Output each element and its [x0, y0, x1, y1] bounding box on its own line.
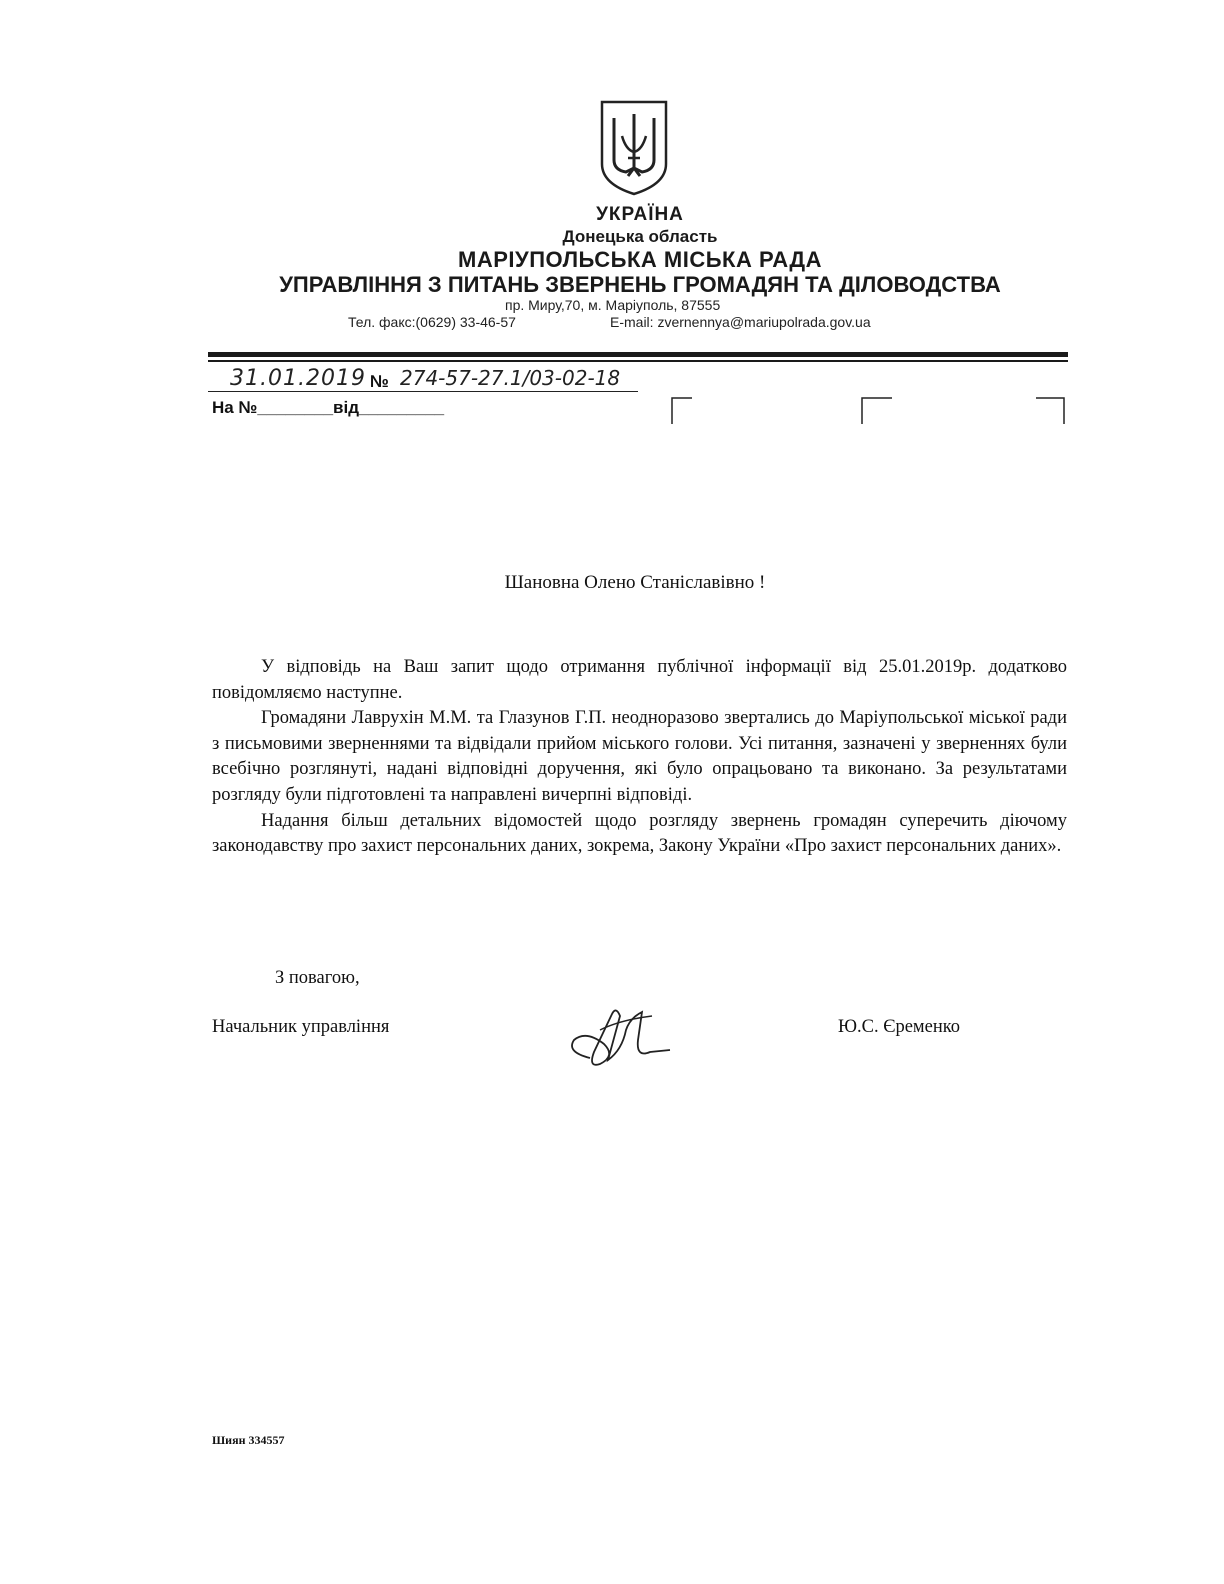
header-council: МАРІУПОЛЬСЬКА МІСЬКА РАДА [458, 247, 822, 272]
registration-number-label: № [370, 372, 389, 391]
address-corner-marks [670, 396, 1070, 426]
salutation: Шановна Олено Станіславівно ! [504, 572, 766, 593]
paragraph: У відповідь на Ваш запит щодо отримання публічної інформації від 25.01.2019р. додатково повідомляємо наступне. [212, 657, 1067, 703]
header-address: пр. Миру,70, м. Маріуполь, 87555 [505, 297, 721, 313]
closing: З повагою, [275, 968, 360, 988]
header-country: УКРАЇНА [596, 204, 684, 225]
signatory-name: Ю.С. Єременко [838, 1017, 961, 1037]
registration-underline [208, 391, 638, 392]
registration-date: 31.01.2019 [230, 366, 366, 391]
executor-note: Шиян 334557 [212, 1433, 285, 1447]
paragraph: Громадяни Лаврухін М.М. та Глазунов Г.П. неодноразово звертались до Маріупольської міської ради з письмовими зверненнями та відвідали прийом міського голови. Усі питання, зазначені у зверненнях були всебічно розглянуті, надані відповідні доручення, які було опрацьовано та виконано. За результатами розгляду були підготовлені та направлені вичерпні відповіді. [212, 708, 1067, 805]
signatory-title: Начальник управління [212, 1017, 390, 1037]
header-department: УПРАВЛІННЯ З ПИТАНЬ ЗВЕРНЕНЬ ГРОМАДЯН ТА ДІЛОВОДСТВА [279, 272, 1001, 297]
reference-line: На №________від_________ [212, 398, 445, 417]
paragraph: Надання більш детальних відомостей щодо розгляду звернень громадян суперечить діючому законодавству про захист персональних даних, зокрема, Закону України «Про захист персональних даних». [212, 810, 1067, 857]
signature-icon [560, 1000, 690, 1075]
registration-line [208, 366, 638, 394]
letter-body [212, 655, 1067, 860]
header-rule-thick [208, 352, 1068, 357]
header-phone: Тел. факс:(0629) 33-46-57 [348, 314, 516, 330]
registration-number: 274-57-27.1/03-02-18 [400, 366, 621, 390]
header-region: Донецька область [562, 227, 718, 246]
header-rule-thin [208, 360, 1068, 362]
header-email: E-mail: zvernennya@mariupolrada.gov.ua [610, 314, 871, 330]
coat-of-arms-icon [598, 98, 670, 198]
